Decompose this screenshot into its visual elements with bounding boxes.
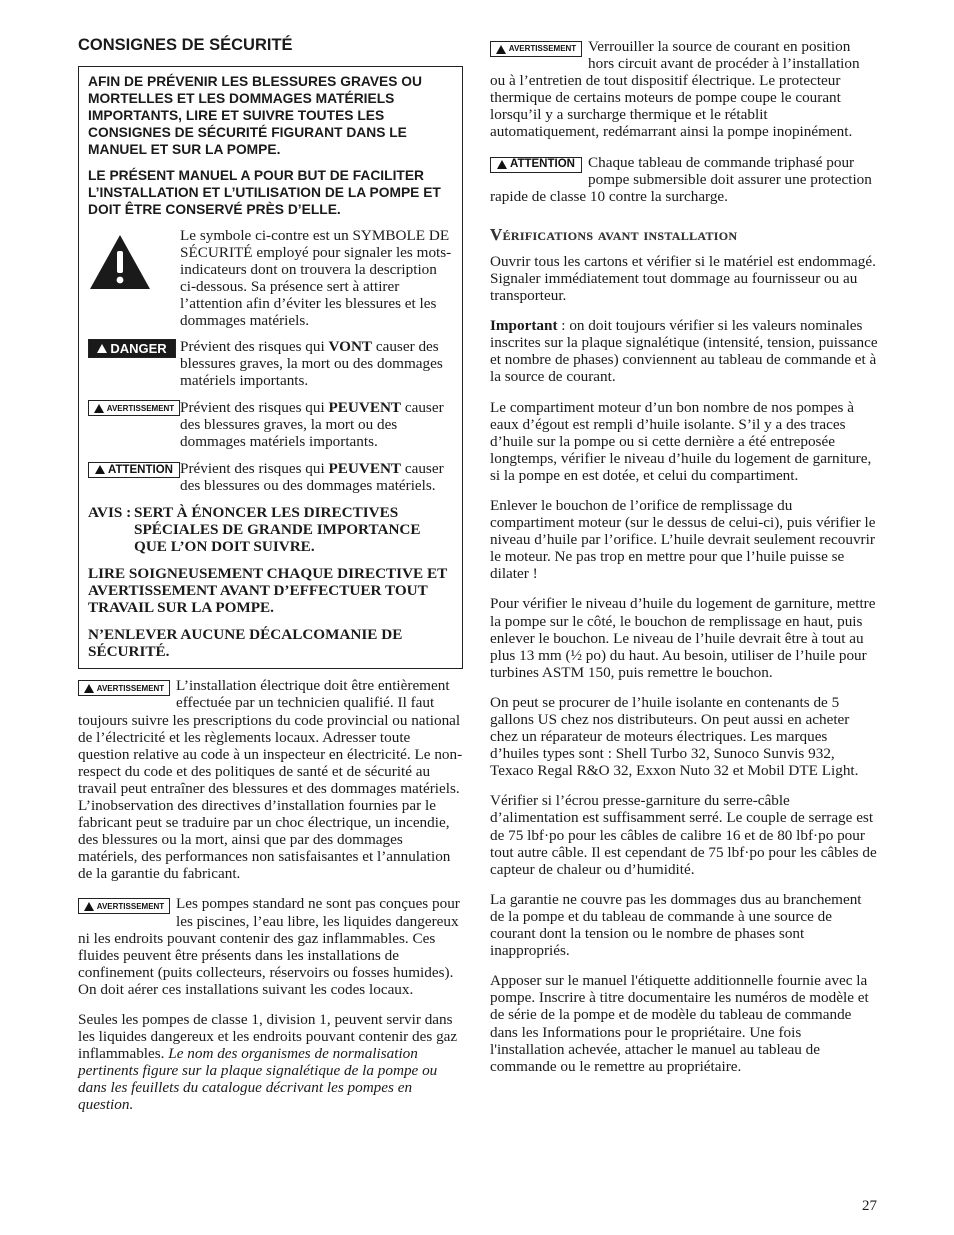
warning-triangle-icon <box>97 344 107 353</box>
avertissement-signal: AVERTISSEMENT <box>490 41 582 57</box>
three-phase-caution: ATTENTION Chaque tableau de commande triphasé pour pompe submersible doit assurer une protection rapide de classe 10 contre la surcharge. <box>490 153 872 205</box>
para-seal-housing: Pour vérifier le niveau d’huile du logement de garniture, mettre la pompe sur le côté, le bouchon de remplissage en haut, puis enlever le bouchon. Le niveau de l’huile devrait être à tout au plus 13 mm (½ po) du haut. Au besoin, utiliser de l’huile pour turbines ASTM 150, puis remettre le bouchon. <box>490 595 876 681</box>
avertissement-signal: AVERTISSEMENT <box>78 680 170 696</box>
para-fill-plug: Enlever le bouchon de l’orifice de remplissage du compartiment moteur (sur le dessus de celui-ci), puis vérifier le niveau d’huile par l’orifice. L’huile devrait seulement recouvrir le moteur. Ne pas trop en mettre pour que l’huile puisse se dilater ! <box>490 496 876 583</box>
warning-triangle-icon <box>84 684 94 693</box>
para-warranty: La garantie ne couvre pas les dommages dus au branchement de la pompe et du tableau de commande à une source de courant dont la tension ou le nombre de phases sont inappropriés. <box>490 890 862 960</box>
section-subtitle: Vérifications avant installation <box>490 224 738 244</box>
safety-intro-1: AFIN DE PRÉVENIR LES BLESSURES GRAVES OU MORTELLES ET LES DOMMAGES MATÉRIELS IMPORTANTS, LIRE ET SUIVRE TOUTES LES CONSIGNES DE SÉCURITÉ FIGURANT DANS LE MANUEL ET SUR LA POMPE. <box>88 74 422 157</box>
attention-signal: ATTENTION <box>490 157 582 173</box>
right-column <box>490 38 878 1088</box>
avis-text: SERT À ÉNONCER LES DIRECTIVES SPÉCIALES DE GRANDE IMPORTANCE QUE L’ON DOIT SUIVRE. <box>134 504 421 556</box>
lockout-warning: AVERTISSEMENT Verrouiller la source de courant en position hors circuit avant de procéder à l’installation ou à l’entretien de tout dispositif électrique. Le protecteur thermique de certains moteurs de pompe coupe le courant lorsqu’il y a surcharge thermique et le rétablit automatiquement, redémarrant ainsi la pompe inopinément. <box>490 38 860 141</box>
warning-triangle-icon <box>84 902 94 911</box>
safety-alert-icon <box>88 227 180 330</box>
attention-text: Prévient des risques qui PEUVENT causer des blessures ou des dommages matériels. <box>180 460 444 495</box>
danger-text: Prévient des risques qui VONT causer des blessures graves, la mort ou des dommages matériels importants. <box>180 337 443 389</box>
class1-paragraph: Seules les pompes de classe 1, division 1, peuvent servir dans les liquides dangereux et les endroits pouvant contenir des gaz inflammables. Le nom des organismes de normalisation pertinents figure sur la plaque signalétique de la pompe ou dans les feuillets du catalogue décrivant les pompes en question. <box>78 1011 458 1114</box>
warning-triangle-icon <box>94 404 104 413</box>
para-cord-nut: Vérifier si l’écrou presse-garniture du serre-câble d’alimentation est suffisamment serré. Le couple de serrage est de 75 lbf·po pour les câbles de calibre 16 et de 80 lbf·po pour tout autre câble. Il est cependant de 75 lbf·po pour les câbles de capteur de chaleur ou d’humidité. <box>490 792 877 878</box>
safety-box <box>78 66 463 669</box>
section-title: CONSIGNES DE SÉCURITÉ <box>78 36 293 54</box>
avertissement-text: Prévient des risques qui PEUVENT causer des blessures graves, la mort ou des dommages matériels importants. <box>180 398 444 451</box>
electrical-warning: AVERTISSEMENT L’installation électrique doit être entièrement effectuée par un technicien qualifié. Il faut toujours suivre les prescriptions du code provincial ou national de l’électricité et les règlements locaux. Adresser toute question relative au code à un inspecteur en électricité. Le non-respect du code et des politiques de santé et de sécurité au travail peut entraîner des blessures et des dommages matériels. L’inobservation des directives d’installation fournies par le fabricant peut se traduire par un choc électrique, un incendie, des blessures ou la mort, ainsi que par des dommages matériels, des performances non satisfaisantes et l’annulation de la garantie du fabricant. <box>78 677 463 883</box>
avertissement-row <box>88 399 453 450</box>
para-open-cartons: Ouvrir tous les cartons et vérifier si le matériel est endommagé. Signaler immédiatement tout dommage au fournisseur ou au transporteur. <box>490 252 876 305</box>
para-motor-compartment: Le compartiment moteur d’un bon nombre de nos pompes à eaux d’égout est rempli d’huile isolante. S’il y a des traces d’huile sur la pompe ou si cette dernière a été entreposée longtemps, vérifier le niveau d’huile du logement de garniture, si la pompe en est dotée, et celui du compartiment. <box>490 398 872 484</box>
attention-signal: ATTENTION <box>88 462 180 478</box>
left-column <box>78 36 463 1127</box>
safety-intro-2: LE PRÉSENT MANUEL A POUR BUT DE FACILITER L’INSTALLATION ET L’UTILISATION DE LA POMPE ET DOIT ÊTRE CONSERVÉ PRÈS D’ELLE. <box>88 168 441 217</box>
para-important: Important : on doit toujours vérifier si les valeurs nominales inscrites sur la plaque signalétique (intensité, tension, puissance et nombre de phases) conviennent au tableau de commande et à la source de courant. <box>490 317 878 386</box>
danger-row <box>88 338 453 389</box>
attention-row <box>88 460 453 494</box>
warning-triangle-icon <box>497 160 507 169</box>
avertissement-signal: AVERTISSEMENT <box>88 400 180 416</box>
page-number: 27 <box>862 1198 877 1214</box>
para-oil-brands: On peut se procurer de l’huile isolante en contenants de 5 gallons US chez nos distributeurs. On peut aussi en acheter chez un réparateur de moteurs électriques. Les marques d’huiles types sont : Shell Turbo 32, Sunoco Sunvis 932, Texaco Regal R&O 32, Exxon Nuto 32 et Mobil DTE Light. <box>490 693 859 780</box>
safety-symbol-text: Le symbole ci-contre est un SYMBOLE DE SÉCURITÉ employé pour signaler les mots-indicateurs dont on trouvera la description ci-dessous. Sa présence sert à attirer l’attention afin d’éviter les blessures et les dommages matériels. <box>180 227 452 330</box>
pool-warning: AVERTISSEMENT Les pompes standard ne sont pas conçues pour les piscines, l’eau libre, les liquides dangereux ni les endroits pouvant contenir des gaz inflammables. Ces fluides peuvent être présents dans les installations de confinement (puits collecteurs, réservoirs ou fosses humides). On doit aérer ces installations suivant les codes locaux. <box>78 895 460 998</box>
safety-symbol-row <box>88 227 453 330</box>
warning-triangle-icon <box>95 465 105 474</box>
avertissement-signal: AVERTISSEMENT <box>78 898 170 914</box>
enlever-text: N’ENLEVER AUCUNE DÉCALCOMANIE DE SÉCURITÉ. <box>88 626 403 661</box>
para-label: Apposer sur le manuel l'étiquette additionnelle fournie avec la pompe. Inscrire à titre documentaire les numéros de modèle et de série de la pompe et de modèle du tableau de commande dans les Informations pour le propriétaire. Une fois l'installation achevée, attacher le manuel au tableau de commande ou le remettre au propriétaire. <box>490 972 869 1075</box>
avis-label: AVIS : <box>88 504 132 522</box>
lire-text: LIRE SOIGNEUSEMENT CHAQUE DIRECTIVE ET AVERTISSEMENT AVANT D’EFFECTUER TOUT TRAVAIL SUR LA POMPE. <box>88 565 447 617</box>
danger-signal: DANGER <box>88 339 176 358</box>
avis-block <box>88 504 453 555</box>
warning-triangle-icon <box>496 45 506 54</box>
